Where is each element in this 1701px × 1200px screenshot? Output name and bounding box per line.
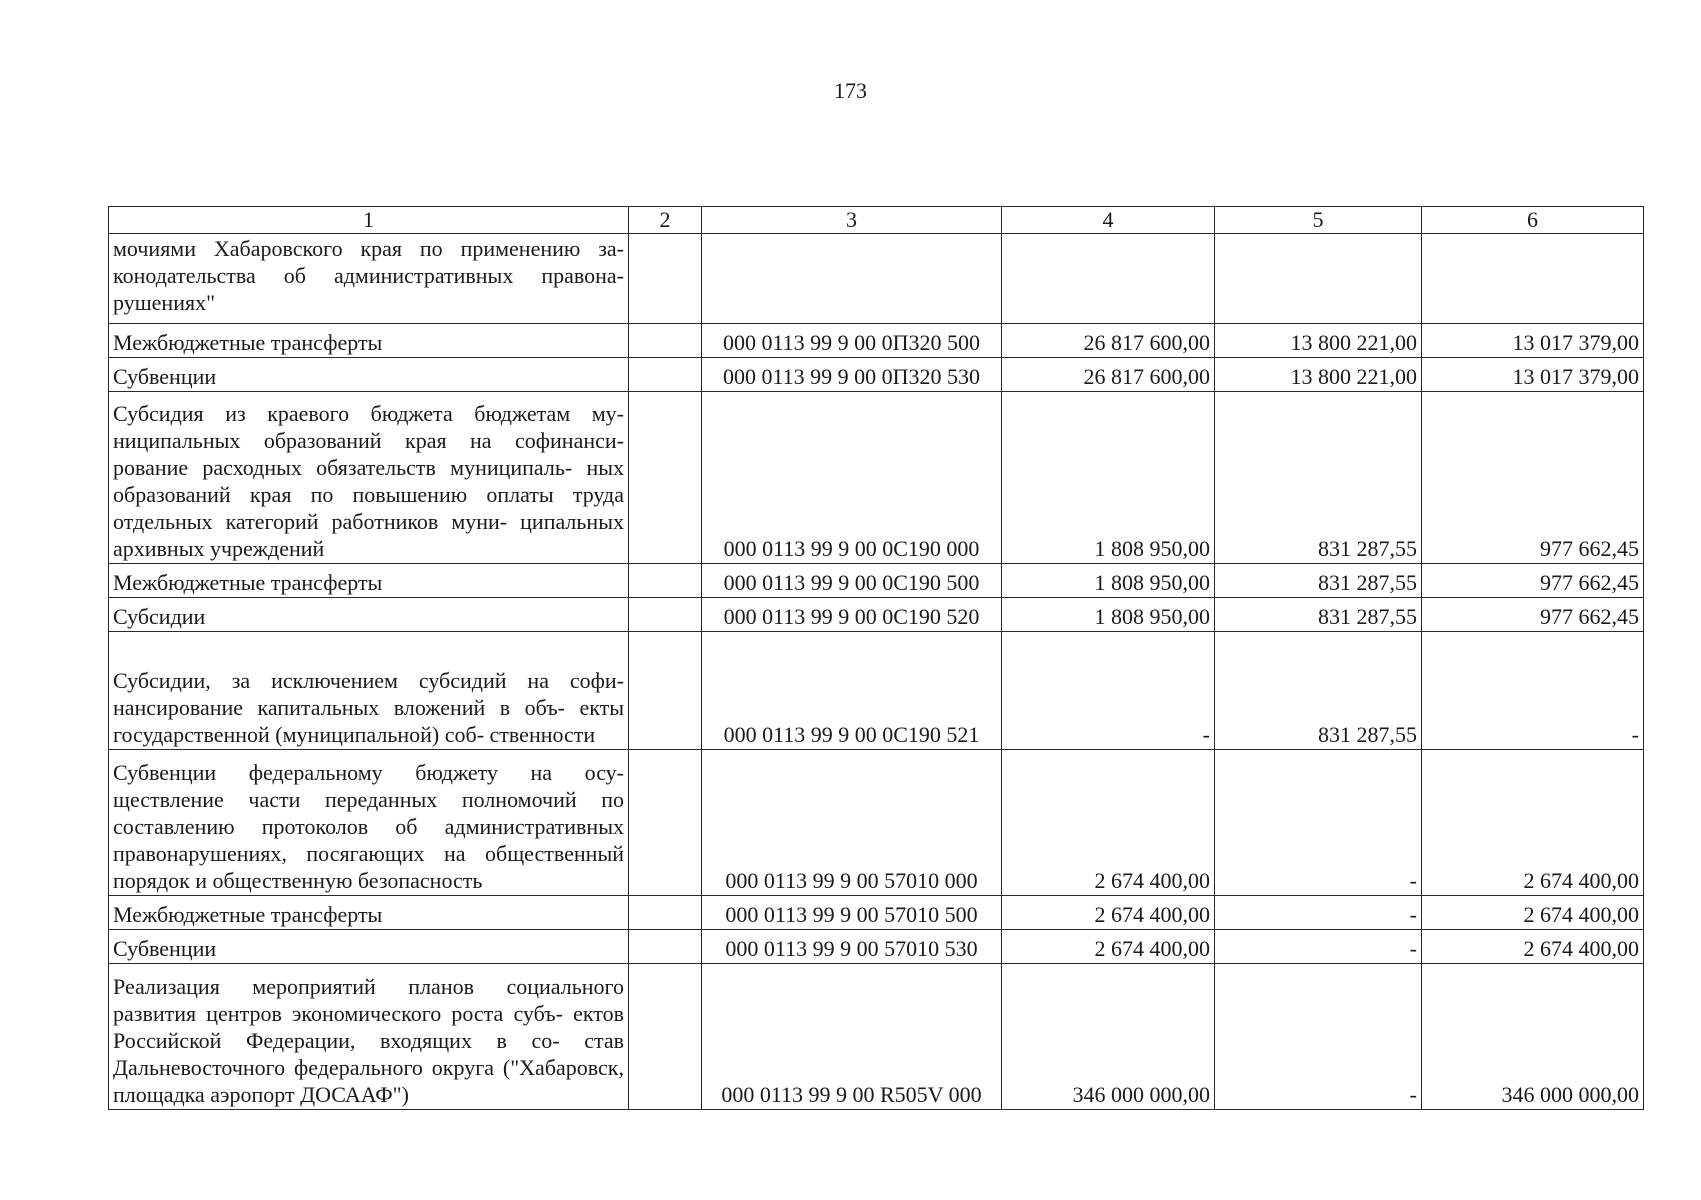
row-value-5: 13 800 221,00 xyxy=(1215,324,1422,358)
row-value-6: 977 662,45 xyxy=(1422,598,1644,632)
column-header: 6 xyxy=(1422,207,1644,234)
row-value-4: - xyxy=(1002,632,1215,750)
row-name: Межбюджетные трансферты xyxy=(109,564,629,598)
row-name: мочиями Хабаровского края по применению за- конодательства об административных правона- рушениях" xyxy=(109,234,629,324)
table-row xyxy=(109,358,1644,392)
row-col2 xyxy=(629,896,702,930)
row-code: 000 0113 99 9 00 0С190 500 xyxy=(702,564,1002,598)
row-value-4 xyxy=(1002,234,1215,324)
row-value-5: 831 287,55 xyxy=(1215,598,1422,632)
row-value-5: 13 800 221,00 xyxy=(1215,358,1422,392)
row-code: 000 0113 99 9 00 0С190 000 xyxy=(702,392,1002,564)
row-name: Субсидии xyxy=(109,598,629,632)
row-name: Субсидии, за исключением субсидий на софи- нансирование капитальных вложений в объ- екты государственной (муниципальной) соб- ственности xyxy=(109,632,629,750)
row-value-6: 977 662,45 xyxy=(1422,392,1644,564)
table-row xyxy=(109,896,1644,930)
column-header: 4 xyxy=(1002,207,1215,234)
row-name: Реализация мероприятий планов социального развития центров экономического роста субъ- ектов Российской Федерации, входящих в со- став Дальневосточного федерального округа ("Хабаровск, площадка аэропорт ДОСААФ") xyxy=(109,964,629,1110)
row-value-5 xyxy=(1215,234,1422,324)
row-value-4: 1 808 950,00 xyxy=(1002,598,1215,632)
row-name: Субвенции федеральному бюджету на осу- ществление части переданных полномочий по составлению протоколов об административных правонарушениях, посягающих на общественный порядок и общественную безопасность xyxy=(109,750,629,896)
row-value-6: - xyxy=(1422,632,1644,750)
table-row xyxy=(109,564,1644,598)
row-value-6: 2 674 400,00 xyxy=(1422,750,1644,896)
row-code: 000 0113 99 9 00 57010 530 xyxy=(702,930,1002,964)
row-col2 xyxy=(629,632,702,750)
table-row xyxy=(109,632,1644,750)
budget-table xyxy=(108,206,1644,1110)
column-header: 2 xyxy=(629,207,702,234)
row-code: 000 0113 99 9 00 0П320 500 xyxy=(702,324,1002,358)
table-row xyxy=(109,964,1644,1110)
table-row xyxy=(109,598,1644,632)
row-code: 000 0113 99 9 00 0С190 520 xyxy=(702,598,1002,632)
row-value-4: 26 817 600,00 xyxy=(1002,324,1215,358)
table-row xyxy=(109,750,1644,896)
row-value-4: 1 808 950,00 xyxy=(1002,564,1215,598)
row-col2 xyxy=(629,324,702,358)
row-col2 xyxy=(629,750,702,896)
row-col2 xyxy=(629,358,702,392)
column-header: 1 xyxy=(109,207,629,234)
row-code: 000 0113 99 9 00 57010 500 xyxy=(702,896,1002,930)
row-value-6: 346 000 000,00 xyxy=(1422,964,1644,1110)
row-name: Субсидия из краевого бюджета бюджетам му- ниципальных образований края на софинанси- рование расходных обязательств муниципаль- ных образований края по повышению оплаты труда отдельных категорий работников муни- ципальных архивных учреждений xyxy=(109,392,629,564)
row-value-6: 13 017 379,00 xyxy=(1422,358,1644,392)
table-header-row xyxy=(109,207,1644,234)
row-col2 xyxy=(629,392,702,564)
row-code: 000 0113 99 9 00 0П320 530 xyxy=(702,358,1002,392)
row-value-4: 346 000 000,00 xyxy=(1002,964,1215,1110)
row-value-4: 2 674 400,00 xyxy=(1002,896,1215,930)
table-row xyxy=(109,324,1644,358)
row-value-5: - xyxy=(1215,750,1422,896)
row-value-4: 1 808 950,00 xyxy=(1002,392,1215,564)
row-name: Межбюджетные трансферты xyxy=(109,896,629,930)
row-value-5: - xyxy=(1215,930,1422,964)
table-row xyxy=(109,234,1644,324)
column-header: 3 xyxy=(702,207,1002,234)
row-code: 000 0113 99 9 00 0С190 521 xyxy=(702,632,1002,750)
row-col2 xyxy=(629,964,702,1110)
row-value-5: 831 287,55 xyxy=(1215,392,1422,564)
page-number: 173 xyxy=(834,78,867,103)
row-col2 xyxy=(629,564,702,598)
column-header: 5 xyxy=(1215,207,1422,234)
row-col2 xyxy=(629,598,702,632)
row-name: Межбюджетные трансферты xyxy=(109,324,629,358)
row-code: 000 0113 99 9 00 R505V 000 xyxy=(702,964,1002,1110)
table-row xyxy=(109,392,1644,564)
row-name: Субвенции xyxy=(109,358,629,392)
row-value-5: - xyxy=(1215,964,1422,1110)
row-value-6: 977 662,45 xyxy=(1422,564,1644,598)
row-value-6 xyxy=(1422,234,1644,324)
row-col2 xyxy=(629,234,702,324)
row-col2 xyxy=(629,930,702,964)
row-value-6: 2 674 400,00 xyxy=(1422,896,1644,930)
row-value-4: 2 674 400,00 xyxy=(1002,930,1215,964)
row-value-4: 26 817 600,00 xyxy=(1002,358,1215,392)
row-value-6: 2 674 400,00 xyxy=(1422,930,1644,964)
row-value-4: 2 674 400,00 xyxy=(1002,750,1215,896)
row-name: Субвенции xyxy=(109,930,629,964)
row-value-6: 13 017 379,00 xyxy=(1422,324,1644,358)
table-row xyxy=(109,930,1644,964)
row-value-5: 831 287,55 xyxy=(1215,632,1422,750)
row-code xyxy=(702,234,1002,324)
row-value-5: 831 287,55 xyxy=(1215,564,1422,598)
row-code: 000 0113 99 9 00 57010 000 xyxy=(702,750,1002,896)
row-value-5: - xyxy=(1215,896,1422,930)
